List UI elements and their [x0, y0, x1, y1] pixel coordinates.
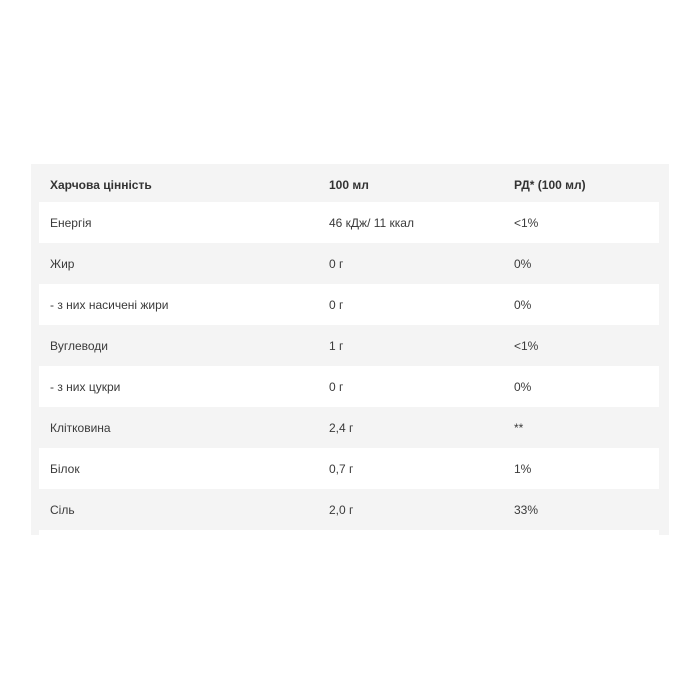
table-row: [31, 284, 669, 325]
row-label: Клітковина: [50, 420, 111, 435]
row-value-per-100ml: 0 г: [329, 297, 344, 312]
table-row: [31, 202, 669, 243]
row-label: - з них насичені жири: [50, 297, 169, 312]
row-daily-reference: 0%: [514, 379, 532, 394]
row-daily-reference: <1%: [514, 215, 539, 230]
table-row: [31, 489, 669, 530]
row-value-per-100ml: 0 г: [329, 256, 344, 271]
table-row: [31, 325, 669, 366]
row-label: - з них цукри: [50, 379, 121, 394]
row-label: Вуглеводи: [50, 338, 109, 353]
row-daily-reference: 1%: [514, 461, 532, 476]
row-background: [39, 366, 659, 407]
row-label: Жир: [50, 256, 75, 271]
row-label: Енергія: [50, 215, 92, 230]
table-row: [31, 366, 669, 407]
row-daily-reference: 0%: [514, 256, 532, 271]
row-daily-reference: 0%: [514, 297, 532, 312]
row-background: [39, 530, 659, 535]
row-label: Білок: [50, 461, 80, 476]
row-label: Сіль: [50, 502, 75, 517]
table-row: [31, 407, 669, 448]
header-nutritional-value: Харчова цінність: [50, 178, 152, 192]
table-row: [31, 243, 669, 284]
row-daily-reference: **: [514, 420, 524, 435]
row-value-per-100ml: 1 г: [329, 338, 344, 353]
table-row-partial: [31, 530, 669, 535]
row-value-per-100ml: 0 г: [329, 379, 344, 394]
table-header-row: [31, 164, 669, 202]
row-daily-reference: 33%: [514, 502, 539, 517]
row-value-per-100ml: 46 кДж/ 11 ккал: [329, 215, 414, 230]
row-value-per-100ml: 2,4 г: [329, 420, 354, 435]
table-row: [31, 448, 669, 489]
row-value-per-100ml: 2,0 г: [329, 502, 354, 517]
row-daily-reference: <1%: [514, 338, 539, 353]
header-daily-reference: РД* (100 мл): [514, 178, 586, 192]
header-per-100ml: 100 мл: [329, 178, 369, 192]
row-value-per-100ml: 0,7 г: [329, 461, 354, 476]
nutrition-table: [31, 164, 669, 535]
